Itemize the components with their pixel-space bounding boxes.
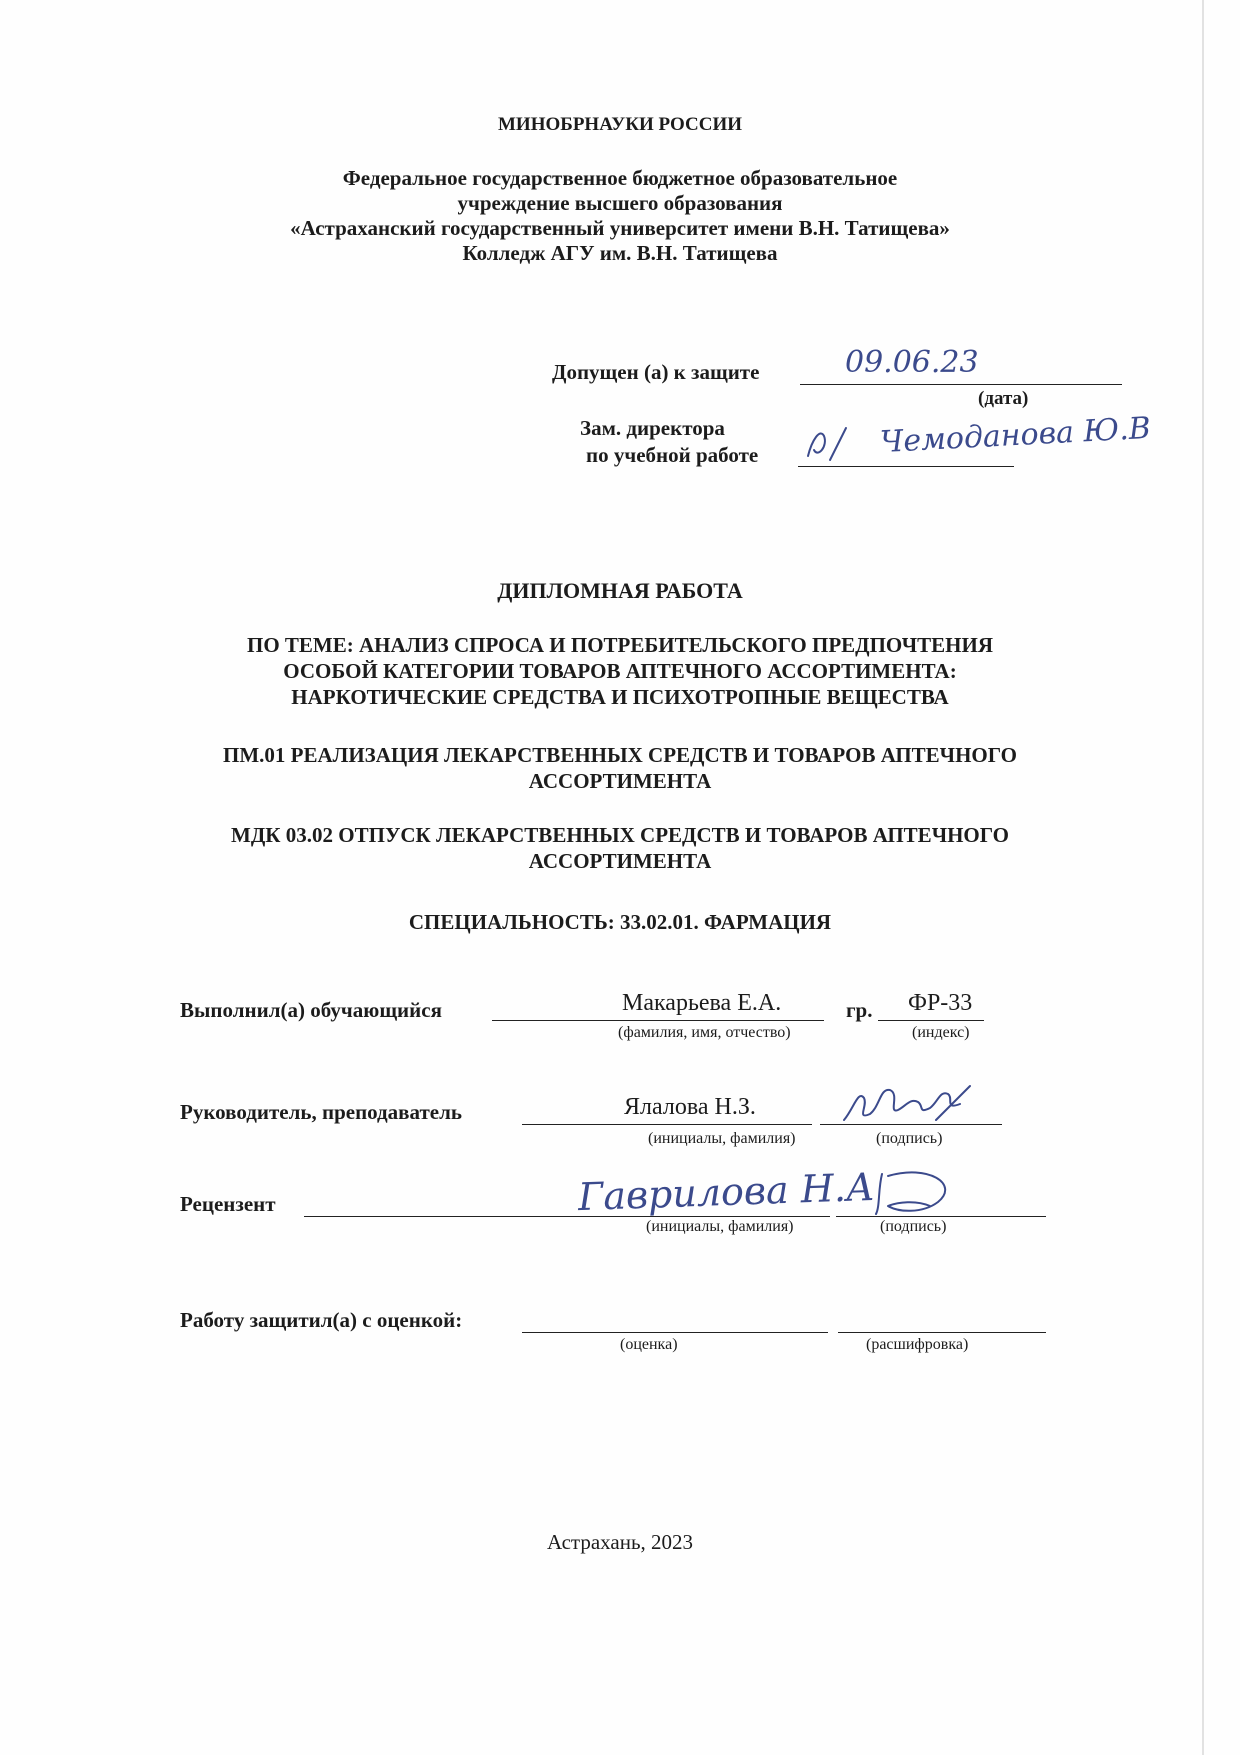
deputy-signature: [800, 420, 860, 470]
student-name-caption: (фамилия, имя, отчество): [618, 1024, 791, 1041]
reviewer-name-line: [304, 1216, 830, 1217]
mdk-line-1: МДК 03.02 ОТПУСК ЛЕКАРСТВЕННЫХ СРЕДСТВ И ТОВАРОВ АПТЕЧНОГО: [231, 823, 1009, 847]
group-value: ФР-33: [908, 990, 973, 1016]
supervisor-signature: [840, 1080, 980, 1128]
topic-line-1: ПО ТЕМЕ: АНАЛИЗ СПРОСА И ПОТРЕБИТЕЛЬСКОГО ПРЕДПОЧТЕНИЯ: [246, 633, 994, 657]
student-name-line: [492, 1020, 824, 1021]
document-type: ДИПЛОМНАЯ РАБОТА: [497, 578, 743, 603]
supervisor-name-caption: (инициалы, фамилия): [648, 1130, 796, 1147]
specialty: СПЕЦИАЛЬНОСТЬ: 33.02.01. ФАРМАЦИЯ: [408, 910, 832, 934]
institution-line-2: учреждение высшего образования: [457, 191, 783, 215]
institution-block: [0, 166, 1240, 266]
date-caption: (дата): [978, 388, 1029, 409]
group-label: гр.: [846, 998, 873, 1022]
grade-line: [522, 1332, 828, 1333]
mdk-line-2: АССОРТИМЕНТА: [528, 849, 712, 873]
student-name: Макарьева Е.А.: [622, 990, 782, 1016]
group-line: [878, 1020, 984, 1021]
reviewer-signature-caption: (подпись): [880, 1218, 947, 1235]
pm-line-2: АССОРТИМЕНТА: [528, 769, 712, 793]
topic-line-2: ОСОБОЙ КАТЕГОРИИ ТОВАРОВ АПТЕЧНОГО АССОРТИМЕНТА:: [283, 659, 957, 683]
decoding-caption: (расшифровка): [866, 1336, 969, 1353]
pm-block: [0, 742, 1240, 794]
city-year: Астрахань, 2023: [546, 1530, 694, 1554]
deputy-name-handwritten: Чемоданова Ю.В: [879, 410, 1152, 461]
supervisor-name: Ялалова Н.З.: [624, 1094, 756, 1120]
admitted-date-line: [800, 384, 1122, 385]
defense-label: Работу защитил(а) с оценкой:: [180, 1308, 463, 1332]
topic-block: [0, 632, 1240, 710]
group-caption: (индекс): [912, 1024, 970, 1041]
mdk-block: [0, 822, 1240, 874]
admitted-label: Допущен (а) к защите: [552, 360, 760, 384]
pm-line-1: ПМ.01 РЕАЛИЗАЦИЯ ЛЕКАРСТВЕННЫХ СРЕДСТВ И ТОВАРОВ АПТЕЧНОГО: [223, 743, 1017, 767]
admitted-date-handwritten: 09.06.23: [845, 345, 979, 380]
supervisor-signature-caption: (подпись): [876, 1130, 943, 1147]
institution-line-1: Федеральное государственное бюджетное образовательное: [342, 166, 898, 190]
reviewer-name-caption: (инициалы, фамилия): [646, 1218, 794, 1235]
grade-caption: (оценка): [620, 1336, 678, 1353]
decoding-line: [838, 1332, 1046, 1333]
reviewer-label: Рецензент: [180, 1192, 276, 1216]
institution-line-4: Колледж АГУ им. В.Н. Татищева: [462, 241, 778, 265]
deputy-label-2: по учебной работе: [586, 443, 759, 467]
reviewer-signature: [868, 1166, 968, 1218]
deputy-label-1: Зам. директора: [580, 416, 725, 440]
institution-line-3: «Астраханский государственный университет имени В.Н. Татищева»: [290, 216, 950, 240]
student-label: Выполнил(а) обучающийся: [180, 998, 442, 1022]
supervisor-name-line: [522, 1124, 812, 1125]
ministry-heading: МИНОБРНАУКИ РОССИИ: [497, 114, 743, 135]
reviewer-name-handwritten: Гаврилова Н.А: [577, 1164, 876, 1220]
topic-line-3: НАРКОТИЧЕСКИЕ СРЕДСТВА И ПСИХОТРОПНЫЕ ВЕЩЕСТВА: [291, 685, 949, 709]
supervisor-label: Руководитель, преподаватель: [180, 1100, 463, 1124]
